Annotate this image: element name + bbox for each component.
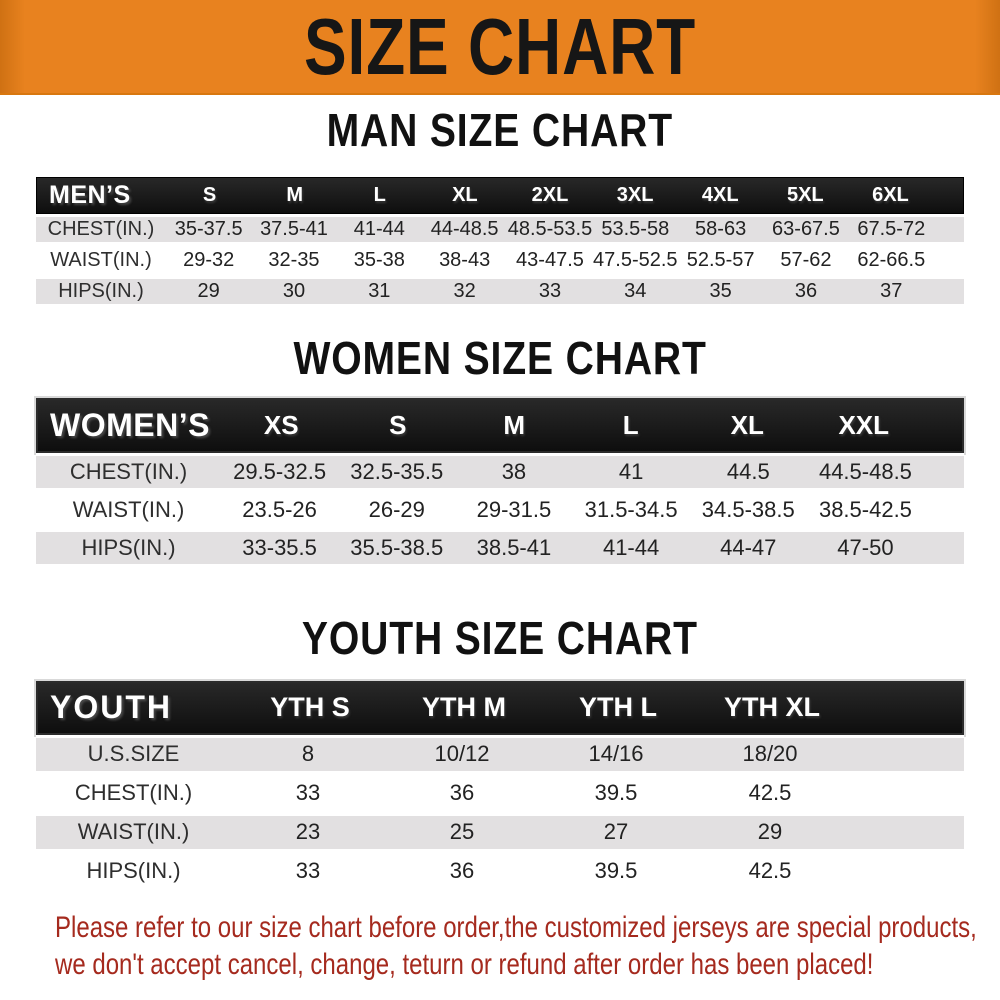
man-section-heading [0, 105, 1000, 157]
size-cell: 41-44 [353, 217, 405, 240]
column-header: 2XL [531, 183, 569, 206]
size-cell: 35-38 [353, 248, 405, 271]
column-header: 4XL [701, 183, 739, 206]
column-header: S [202, 183, 217, 206]
row-label: WAIST(IN.) [72, 497, 185, 523]
size-cell: 41-44 [602, 535, 660, 561]
size-cell: 44-48.5 [430, 217, 499, 240]
footer-note [0, 909, 1000, 983]
size-cell: 33-35.5 [242, 535, 317, 561]
size-cell: 29-31.5 [476, 497, 552, 523]
column-header: M [286, 183, 303, 206]
size-cell: 52.5-57 [686, 248, 755, 271]
row-cells [231, 858, 964, 884]
size-cell: 57-62 [780, 248, 832, 271]
size-cell: 38.5-41 [476, 535, 552, 561]
size-cell: 33 [538, 279, 562, 302]
size-cell: 25 [449, 819, 475, 845]
youth-table-header-label: YOUTH [50, 689, 172, 726]
size-cell: 29-32 [183, 248, 235, 271]
column-header: YTH XL [723, 692, 820, 723]
note-line-1: Please refer to our size chart before order,the customized jerseys are special products, [55, 910, 977, 944]
men-table-rows [36, 214, 964, 307]
table-row [36, 214, 964, 245]
table-row [36, 852, 964, 891]
column-header: XXL [838, 410, 890, 441]
size-cell: 42.5 [748, 858, 792, 884]
table-row [36, 245, 964, 276]
table-row [36, 529, 964, 567]
row-label: CHEST(IN.) [74, 780, 193, 806]
row-label: WAIST(IN.) [77, 819, 190, 845]
column-header: M [503, 410, 526, 441]
size-cell: 38.5-42.5 [818, 497, 912, 523]
row-cells [166, 249, 964, 272]
men-table-header-label: MEN’S [49, 180, 131, 209]
size-cell: 27 [603, 819, 629, 845]
size-cell: 29 [757, 819, 783, 845]
row-cells [221, 535, 964, 561]
size-cell: 41 [618, 459, 644, 485]
size-cell: 29.5-32.5 [233, 459, 327, 485]
column-header: 3XL [616, 183, 654, 206]
size-cell: 42.5 [748, 780, 792, 806]
size-cell: 18/20 [742, 741, 798, 767]
table-row [36, 491, 964, 529]
table-row [36, 813, 964, 852]
column-header: 6XL [872, 183, 909, 206]
size-cell: 35 [709, 279, 732, 302]
size-cell: 33 [295, 858, 321, 884]
column-header: XL [452, 183, 478, 206]
size-cell: 31.5-34.5 [584, 497, 678, 523]
row-label: HIPS(IN.) [86, 858, 181, 884]
women-table-header-bar [36, 398, 964, 453]
size-cell: 34 [624, 279, 647, 302]
table-row [36, 453, 964, 491]
size-cell: 67.5-72 [857, 217, 926, 240]
size-cell: 35.5-38.5 [350, 535, 444, 561]
table-row [36, 735, 964, 774]
men-table-header-bar [36, 177, 964, 214]
size-cell: 38-43 [439, 248, 491, 271]
size-cell: 38 [501, 459, 527, 485]
size-cell: 30 [282, 279, 306, 302]
size-cell: 43-47.5 [516, 248, 584, 271]
women-section-heading-text: WOMEN SIZE CHART [293, 331, 707, 384]
size-cell: 53.5-58 [601, 217, 670, 240]
size-cell: 47-50 [837, 535, 894, 561]
size-cell: 62-66.5 [857, 248, 926, 271]
size-cell: 8 [301, 741, 315, 767]
size-cell: 58-63 [695, 217, 747, 240]
size-cell: 32 [453, 279, 476, 302]
row-label: CHEST(IN.) [69, 459, 188, 485]
row-cells [166, 280, 964, 303]
size-cell: 47.5-52.5 [593, 248, 678, 271]
size-cell: 44.5 [726, 459, 770, 485]
size-cell: 32-35 [268, 248, 320, 271]
size-cell: 39.5 [594, 780, 638, 806]
column-header: YTH L [579, 692, 657, 723]
women-column-headers [223, 410, 962, 441]
size-cell: 32.5-35.5 [350, 459, 444, 485]
row-cells [231, 741, 964, 767]
women-table-rows [36, 453, 964, 567]
column-header: YTH S [270, 692, 350, 723]
youth-table-rows [36, 735, 964, 891]
row-label: U.S.SIZE [87, 741, 180, 767]
size-cell: 39.5 [594, 858, 638, 884]
size-cell: 34.5-38.5 [701, 497, 795, 523]
column-header: 5XL [786, 183, 824, 206]
row-cells [231, 819, 964, 845]
row-label: HIPS(IN.) [81, 535, 176, 561]
column-header: L [373, 183, 386, 206]
youth-section-heading-text: YOUTH SIZE CHART [302, 612, 698, 665]
table-row [36, 774, 964, 813]
size-cell: 37.5-41 [260, 217, 328, 240]
size-cell: 36 [449, 858, 475, 884]
women-table-header-label: WOMEN’S [50, 407, 210, 444]
size-cell: 48.5-53.5 [507, 217, 593, 240]
column-header: XS [263, 410, 299, 441]
size-cell: 26-29 [368, 497, 425, 523]
youth-section-heading [0, 613, 1000, 665]
row-cells [231, 780, 964, 806]
row-label: HIPS(IN.) [58, 279, 144, 302]
size-cell: 31 [368, 279, 391, 302]
size-cell: 14/16 [588, 741, 644, 767]
size-cell: 44.5-48.5 [818, 459, 912, 485]
men-column-headers [167, 184, 963, 207]
size-cell: 63-67.5 [772, 217, 840, 240]
women-section-heading [0, 333, 1000, 385]
size-cell: 36 [449, 780, 475, 806]
size-cell: 23.5-26 [242, 497, 317, 523]
row-cells [166, 218, 964, 241]
women-size-chart-section [0, 333, 1000, 568]
row-cells [221, 497, 964, 523]
note-line-2: we don't accept cancel, change, teturn or refund after order has been placed! [55, 947, 874, 981]
size-cell: 10/12 [434, 741, 490, 767]
size-cell: 23 [295, 819, 321, 845]
column-header: XL [730, 410, 764, 441]
row-cells [221, 459, 964, 485]
size-cell: 37 [880, 279, 903, 302]
man-section-heading-text: MAN SIZE CHART [326, 104, 674, 156]
youth-table-header-bar [36, 681, 964, 735]
size-cell: 35-37.5 [174, 217, 243, 240]
size-chart-banner [0, 0, 1000, 95]
table-row [36, 276, 964, 307]
youth-column-headers [233, 692, 962, 723]
youth-size-chart-section [0, 613, 1000, 891]
size-cell: 36 [794, 279, 818, 302]
size-cell: 29 [197, 279, 220, 302]
size-cell: 44-47 [720, 535, 777, 561]
size-cell: 33 [295, 780, 321, 806]
column-header: L [622, 410, 639, 441]
row-label: CHEST(IN.) [47, 217, 155, 240]
banner-title: SIZE CHART [304, 1, 696, 91]
man-size-chart-section [0, 105, 1000, 307]
column-header: S [389, 410, 407, 441]
row-label: WAIST(IN.) [50, 248, 152, 271]
column-header: YTH M [422, 692, 506, 723]
